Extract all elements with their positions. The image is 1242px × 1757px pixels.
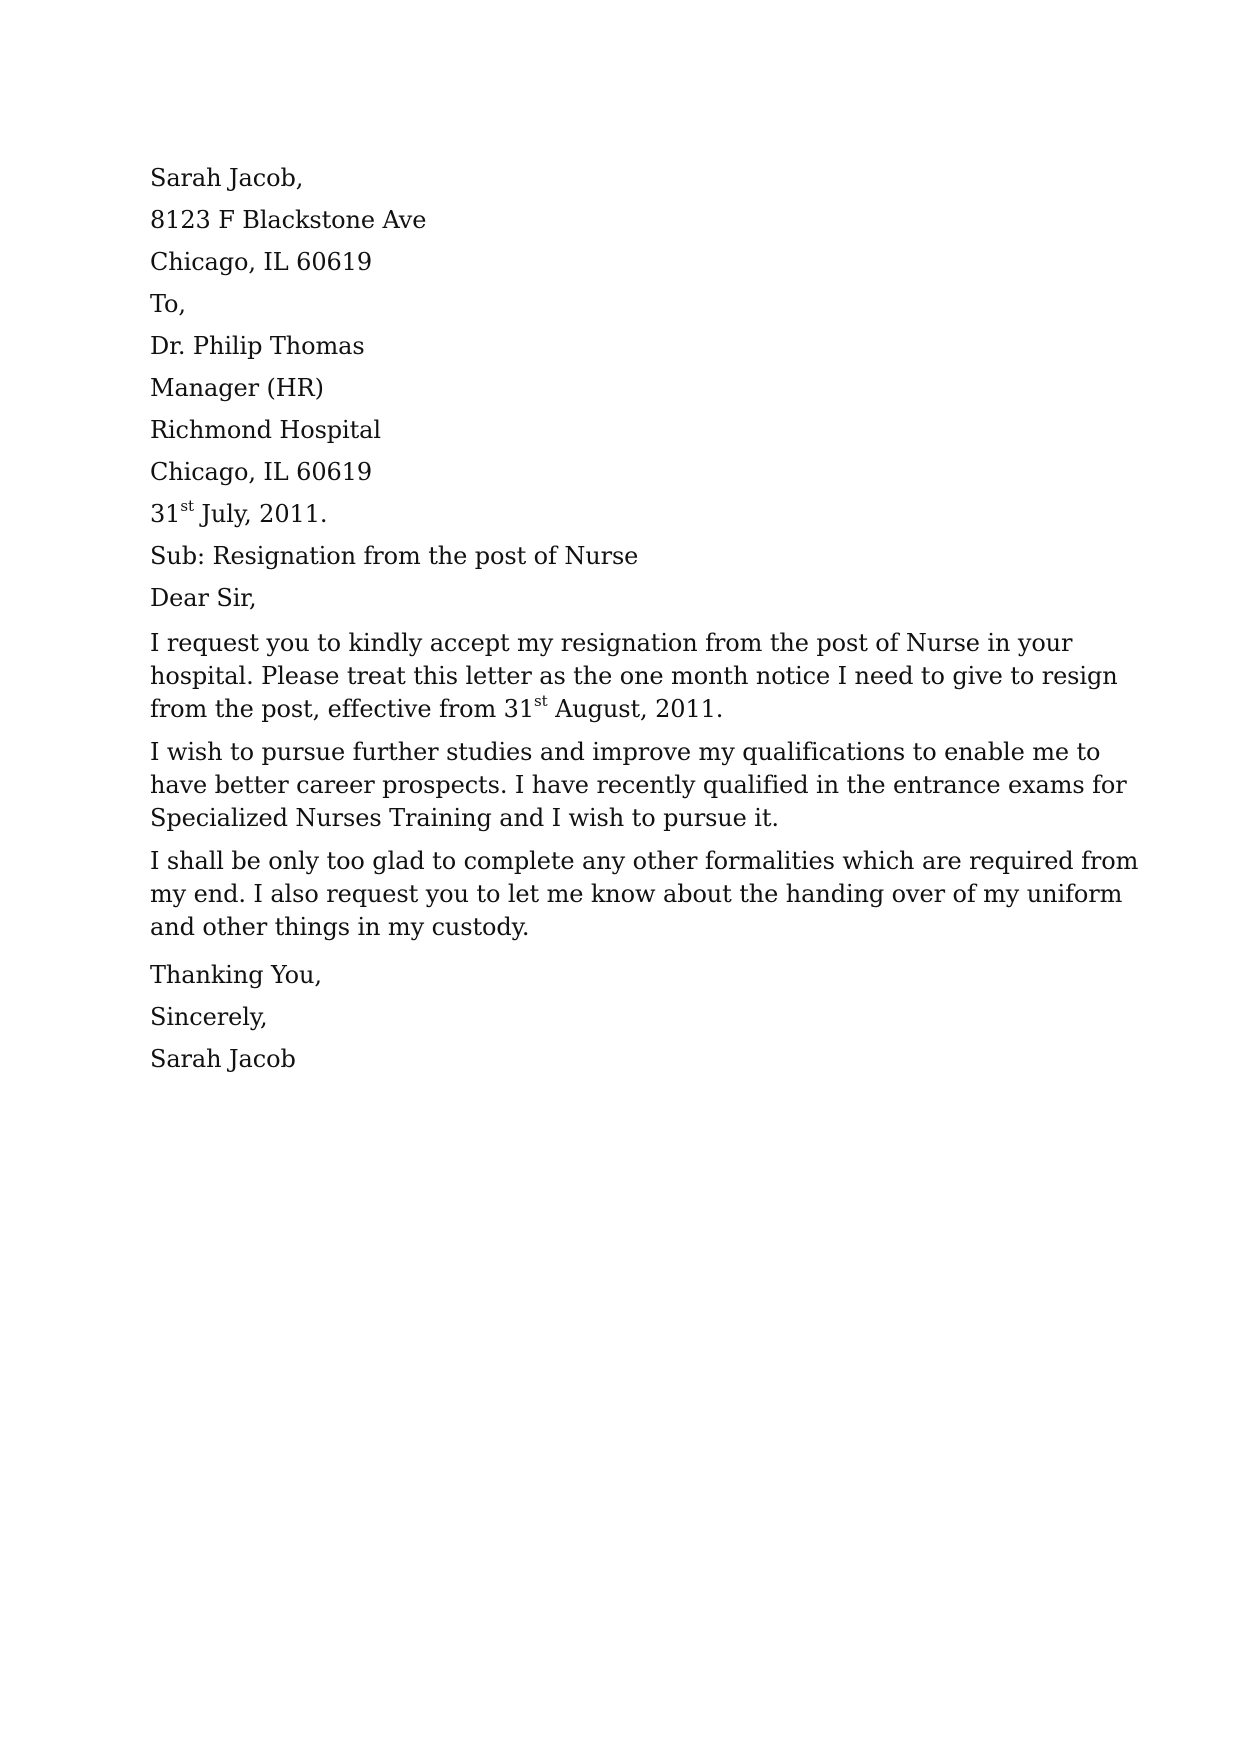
paragraph-resignation-request <box>150 627 1118 726</box>
salutation: Dear Sir, <box>150 584 257 612</box>
letter-body <box>150 157 1139 1080</box>
sender-name: Sarah Jacob, <box>150 164 304 192</box>
recipient-name: Dr. Philip Thomas <box>150 332 365 360</box>
letter-date <box>150 493 1090 535</box>
paragraph-line: my end. I also request you to let me know about the handing over of my uniform <box>150 880 1123 908</box>
paragraph-line: and other things in my custody. <box>150 913 530 941</box>
signature-name: Sarah Jacob <box>150 1045 296 1073</box>
paragraph-line: hospital. Please treat this letter as the one month notice I need to give to resign <box>150 662 1118 690</box>
paragraph-line <box>150 693 1090 726</box>
sender-street: 8123 F Blackstone Ave <box>150 206 427 234</box>
to-label: To, <box>150 290 186 318</box>
paragraph-line: I request you to kindly accept my resignation from the post of Nurse in your <box>150 629 1073 657</box>
date-day: 31 <box>150 500 181 528</box>
effective-date-rest: August, 2011. <box>547 695 724 723</box>
effective-date-suffix: st <box>534 692 548 710</box>
paragraph-line: I wish to pursue further studies and improve my qualifications to enable me to <box>150 738 1101 766</box>
paragraph-reason <box>150 736 1127 835</box>
recipient-title: Manager (HR) <box>150 374 324 402</box>
effective-text: from the post, effective from 31 <box>150 695 535 723</box>
paragraph-formalities <box>150 845 1139 944</box>
date-suffix: st <box>180 497 194 515</box>
recipient-city: Chicago, IL 60619 <box>150 458 373 486</box>
paragraph-line: have better career prospects. I have recently qualified in the entrance exams for <box>150 771 1127 799</box>
recipient-organization: Richmond Hospital <box>150 416 381 444</box>
signoff: Sincerely, <box>150 1003 268 1031</box>
subject-line: Sub: Resignation from the post of Nurse <box>150 542 639 570</box>
sender-city: Chicago, IL 60619 <box>150 248 373 276</box>
paragraph-line: Specialized Nurses Training and I wish to pursue it. <box>150 804 779 832</box>
paragraph-line: I shall be only too glad to complete any other formalities which are required from <box>150 847 1139 875</box>
date-rest: July, 2011. <box>193 500 328 528</box>
closing-line: Thanking You, <box>150 961 322 989</box>
